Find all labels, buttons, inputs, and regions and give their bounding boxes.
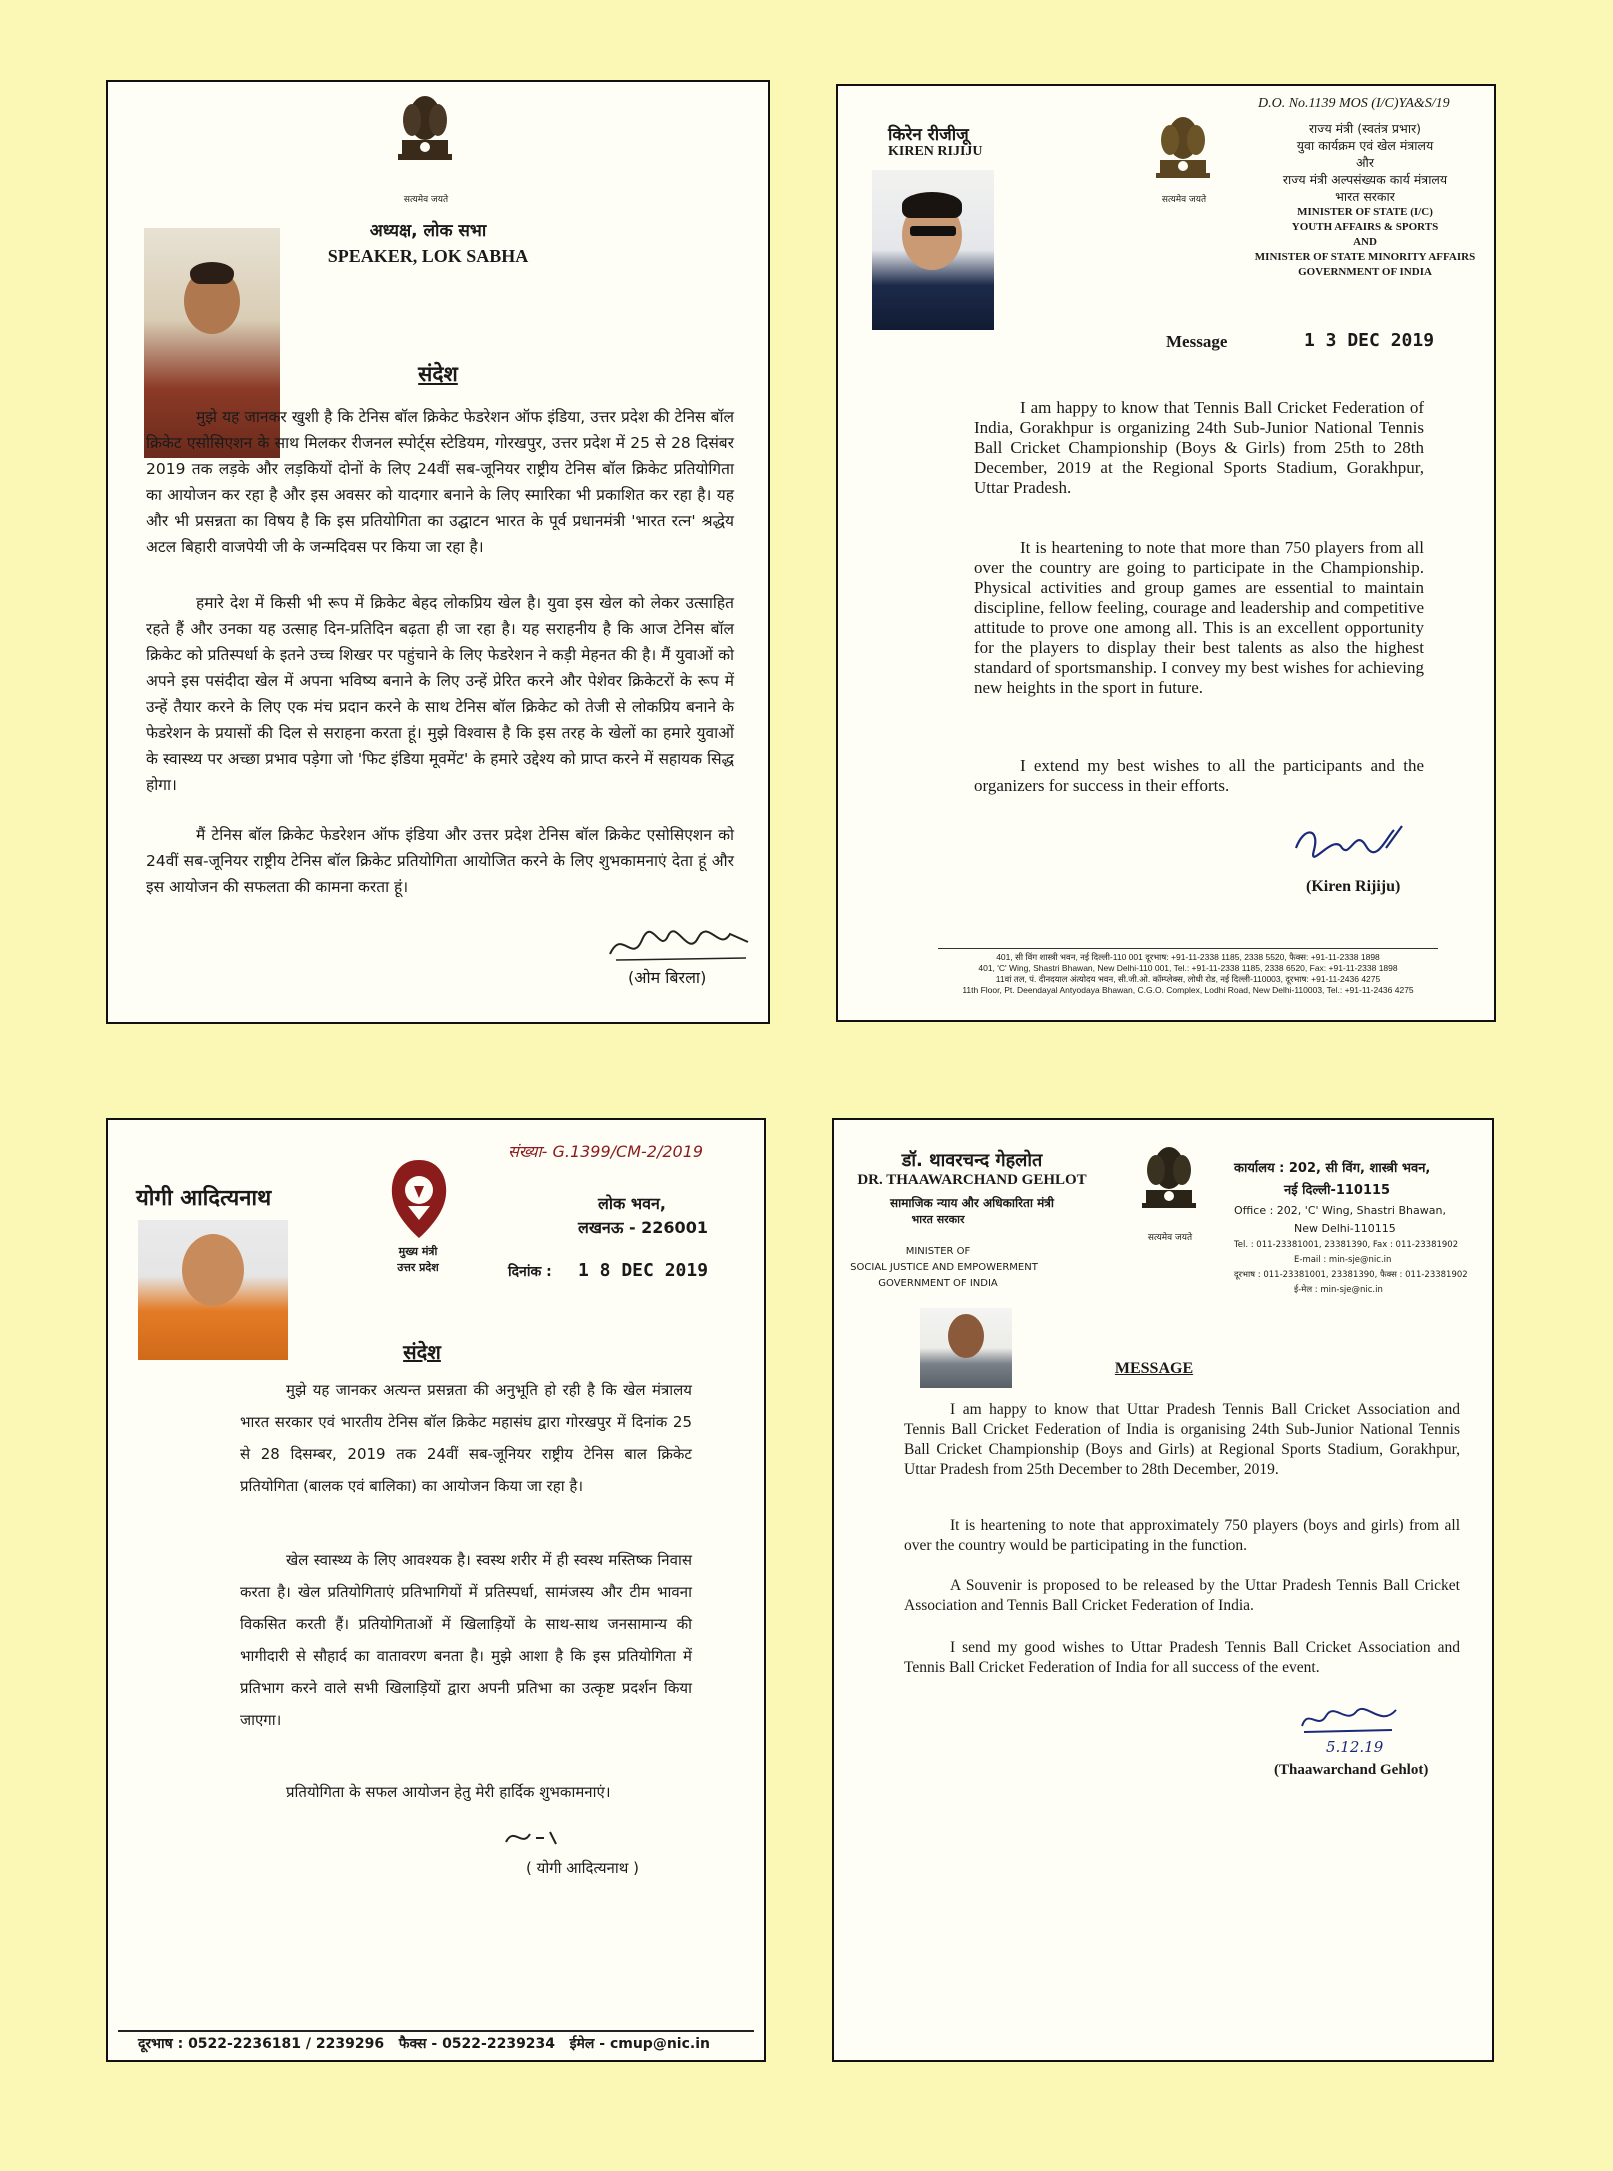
address-line-2: लखनऊ - 226001 [578,1218,708,1237]
office-en-2: YOUTH AFFAIRS & SPORTS [1291,221,1439,233]
chief-minister-name: योगी आदित्यनाथ [136,1186,272,1211]
paragraph-3: प्रतियोगिता के सफल आयोजन हेतु मेरी हार्दिक शुभकामनाएं। [286,1783,611,1801]
emblem-motto: सत्यमेव जयते [403,195,449,205]
ashoka-emblem-icon [1134,1138,1204,1238]
name-hindi: डॉ. थावरचन्द गेहलोत [901,1150,1043,1171]
office-hi-3: और [1356,155,1374,170]
name-hindi: किरेन रीजीजू [888,125,969,145]
signature-date: 5.12.19 [1326,1738,1384,1756]
letter-kiren-rijiju [836,84,1496,1022]
heading-sandesh: संदेश [403,1340,441,1364]
paragraph-1: I am happy to know that Tennis Ball Cricket Federation of India, Gorakhpur is organizing 24th Sub-Junior National Tennis Ball Cricket Championship (Boys & Girls) from 25th to 28th December, 2019 at the Regional Sports Stadium, Gorakhpur, Uttar Pradesh. [974,398,1424,497]
office-en-5: GOVERNMENT OF INDIA [1298,266,1432,278]
address-line-1: कार्यालय : 202, सी विंग, शास्त्री भवन, [1234,1161,1431,1176]
footer-line-4: 11th Floor, Pt. Deendayal Antyodaya Bhawan, C.G.O. Complex, Lodhi Road, New Delhi-110003, Tel.: +91-11-2436 4275 [962,985,1414,995]
letter-thaawarchand-gehlot [832,1118,1494,2062]
paragraph-2: हमारे देश में किसी भी रूप में क्रिकेट बेहद लोकप्रिय खेल है। युवा इस खेल को लेकर उत्साहित रहते हैं और उनका यह उत्साह दिन-प्रतिदिन बढ़ता ही जा रहा है। यह सराहनीय है कि आज टेनिस बॉल क्रिकेट को प्रतिस्पर्धा के इतने उच्च शिखर पर पहुंचाने के लिए फेडरेशन ने कड़ी मेहनत की है। मैं युवाओं को अपने इस पसंदीदा खेल में अपना भविष्य बनाने के लिए उन्हें प्रेरित करने और पेशेवर क्रिकेटरों के रूप में उन्हें तैयार करने के लिए एक मंच प्रदान करने के साथ टेनिस बॉल क्रिकेट को तेजी से लोकप्रिय बनाने के फेडरेशन के प्रयासों की दिल से सराहना करता हूं। मुझे विश्वास है कि इस तरह के खेलों का हमारे युवाओं के स्वास्थ्य पर अच्छा प्रभाव पड़ेगा जो 'फिट इंडिया मूवमेंट' के हमारे उद्देश्य को प्राप्त करने में सहायक सिद्ध होगा। [146,594,734,794]
signatory-name: (ओम बिरला) [628,968,707,987]
footer-address [898,952,1478,996]
signature-thaawarchand-gehlot [1296,1700,1406,1740]
gehlot-photo [920,1308,1012,1388]
signatory-name: (Thaawarchand Gehlot) [1274,1762,1429,1778]
date-stamp: 1 3 DEC 2019 [1304,330,1435,351]
paragraph-3: A Souvenir is proposed to be released by the Uttar Pradesh Tennis Ball Cricket Association and Tennis Ball Cricket Federation of India. [904,1577,1460,1614]
minister-photo [872,170,994,330]
office-en-3: AND [1353,236,1377,248]
title-hindi: अध्यक्ष, लोक सभा [369,221,487,241]
logo-caption-1: मुख्य मंत्री [398,1245,438,1258]
reference-number: D.O. No.1139 MOS (I/C)YA&S/19 [1258,96,1450,111]
office-en-1: MINISTER OF STATE (I/C) [1297,206,1433,218]
reference-number: संख्या- G.1399/CM-2/2019 [508,1142,704,1161]
office-en-1: MINISTER OF [905,1246,971,1257]
office-hi-1: राज्य मंत्री (स्वतंत्र प्रभार) [1308,121,1422,136]
signature-om-birla [606,924,756,968]
address-line-5: Tel. : 011-23381001, 23381390, Fax : 011-23381902 [1234,1240,1459,1250]
paragraph-2: खेल स्वास्थ्य के लिए आवश्यक है। स्वस्थ शरीर में ही स्वस्थ मस्तिष्क निवास करता है। खेल प्रतियोगिताएं प्रतिभागियों में प्रतिस्पर्धा, सामंजस्य और टीम भावना विकसित करती हैं। प्रतियोगिताओं में खिलाड़ियों के साथ-साथ जनसामान्य की भागीदारी से सौहार्द का वातावरण बनता है। मुझे आशा है कि इस प्रतियोगिता में प्रतिभाग करने वाले सभी खिलाड़ियों द्वारा अपनी प्रतिभा का उत्कृष्ट प्रदर्शन किया जाएगा। [240,1551,692,1729]
address-line-6: E-mail : min-sje@nic.in [1294,1255,1392,1265]
office-hi-4: राज्य मंत्री अल्पसंख्यक कार्य मंत्रालय [1282,172,1448,187]
office-block [1234,120,1496,280]
office-hi-1: सामाजिक न्याय और अधिकारिता मंत्री [889,1196,1055,1210]
address-line-7: दूरभाष : 011-23381001, 23381390, फैक्स : 011-23381902 [1234,1270,1468,1280]
office-en-3: GOVERNMENT OF INDIA [878,1278,998,1289]
signatory-name: (Kiren Rijiju) [1306,878,1401,895]
address-line-3: Office : 202, 'C' Wing, Shastri Bhawan, [1234,1204,1446,1217]
address-block [1234,1158,1490,1298]
address-line-8: ई-मेल : min-sje@nic.in [1294,1285,1383,1295]
date-stamp: 1 8 DEC 2019 [578,1260,709,1281]
address-line-1: लोक भवन, [598,1194,666,1213]
office-hi-2: भारत सरकार [911,1213,965,1226]
logo-caption-2: उत्तर प्रदेश [397,1261,439,1274]
footer-line-1: 401, सी विंग शास्त्री भवन, नई दिल्ली-110 001 दूरभाष: +91-11-2338 1185, 2338 5520, फैक्स: +91-11-2338 1898 [996,952,1380,962]
footer-rule [938,948,1438,949]
name-english: KIREN RIJIJU [888,144,983,159]
paragraph-3: I extend my best wishes to all the participants and the organizers for success in their efforts. [974,756,1424,795]
paragraph-2: It is heartening to note that approximately 750 players (boys and girls) from all over the country would be participating in the function. [904,1517,1460,1554]
paragraph-4: I send my good wishes to Uttar Pradesh Tennis Ball Cricket Association and Tennis Ball Cricket Federation of India for all success of the event. [904,1639,1460,1676]
heading-sandesh: संदेश [418,362,458,386]
ashoka-emblem-icon [390,88,460,188]
footer-contact: दूरभाष : 0522-2236181 / 2239296 फैक्स - 0522-2239234 ईमेल - cmup@nic.in [138,2036,710,2052]
paragraph-1: मुझे यह जानकर खुशी है कि टेनिस बॉल क्रिकेट फेडरेशन ऑफ इंडिया, उत्तर प्रदेश की टेनिस बॉल क्रिकेट एसोसिएशन के साथ मिलकर रीजनल स्पोर्ट्स स्टेडियम, गोरखपुर, उत्तर प्रदेश में 25 से 28 दिसंबर 2019 तक लड़के और लड़कियों दोनों के लिए 24वीं सब-जूनियर राष्ट्रीय टेनिस बॉल क्रिकेट प्रतियोगिता का आयोजन कर रहा है और इस अवसर को यादगार बनाने के लिए स्मारिका भी प्रकाशित कर रहा है। यह और भी प्रसन्नता का विषय है कि इस प्रतियोगिता का उद्घाटन भारत के पूर्व प्रधानमंत्री 'भारत रत्न' श्रद्धेय अटल बिहारी वाजपेयी जी के जन्मदिवस पर किया जा रहा है। [146,408,734,556]
office-en-2: SOCIAL JUSTICE AND EMPOWERMENT [850,1262,1038,1273]
office-en-4: MINISTER OF STATE MINORITY AFFAIRS [1254,251,1476,263]
name-english: DR. THAAWARCHAND GEHLOT [857,1172,1087,1188]
signature-kiren-rijiju [1290,818,1420,868]
signatory-name: ( योगी आदित्यनाथ ) [526,1859,639,1877]
office-hi-5: भारत सरकार [1335,189,1395,204]
yogi-photo [138,1220,288,1360]
letter-speaker-lok-sabha [106,80,770,1024]
address-line-2: नई दिल्ली-110115 [1284,1183,1391,1198]
emblem-motto: सत्यमेव जयते [1147,1233,1193,1243]
signature-yogi-adityanath [500,1820,580,1854]
date-label: दिनांक : [508,1264,552,1280]
office-hi-2: युवा कार्यक्रम एवं खेल मंत्रालय [1296,138,1434,153]
up-cm-logo-icon [384,1156,454,1242]
title-english: SPEAKER, LOK SABHA [327,246,529,266]
heading-message: MESSAGE [1114,1360,1194,1377]
footer-line-3: 11वां तल, पं. दीनदयाल अंत्योदय भवन, सी.जी.ओ. कॉम्प्लेक्स, लोधी रोड, नई दिल्ली-110003, दूरभाष: +91-11-2436 4275 [995,974,1381,984]
footer-line-2: 401, 'C' Wing, Shastri Bhawan, New Delhi-110 001, Tel.: +91-11-2338 1185, 2338 6520, Fax: +91-11-2338 1898 [978,963,1398,973]
message-label: Message [1166,332,1228,351]
paragraph-3: मैं टेनिस बॉल क्रिकेट फेडरेशन ऑफ इंडिया और उत्तर प्रदेश टेनिस बॉल क्रिकेट एसोसिएशन को 24वीं सब-जूनियर राष्ट्रीय टेनिस बॉल क्रिकेट प्रतियोगिता आयोजित करने के लिए शुभकामनाएं देता हूं और इस आयोजन की सफलता की कामना करता हूं। [146,826,734,896]
address-line-4: New Delhi-110115 [1294,1222,1396,1235]
paragraph-1: I am happy to know that Uttar Pradesh Tennis Ball Cricket Association and Tennis Ball Cricket Federation of India is organising 24th Sub-Junior National Tennis Ball Cricket Championship (Boys and Girls) at Regional Sports Stadium, Gorakhpur, Uttar Pradesh from 25th December to 28th December, 2019. [904,1401,1460,1478]
emblem-motto: सत्यमेव जयते [1161,195,1207,205]
paragraph-2: It is heartening to note that more than 750 players from all over the country are going to participate in the Championship. Physical activities and group games are essential to maintain discipline, fellow feeling, courage and leadership and competitive attitude to prove one among all. This is an excellent opportunity for the players to display their best talents as also the highest standard of sportsmanship. I convey my best wishes for achieving new heights in the sport in future. [974,538,1424,697]
footer-rule [118,2030,754,2032]
letter-yogi-adityanath [106,1118,766,2062]
paragraph-1: मुझे यह जानकर अत्यन्त प्रसन्नता की अनुभूति हो रही है कि खेल मंत्रालय भारत सरकार एवं भारतीय टेनिस बॉल क्रिकेट महासंघ द्वारा गोरखपुर में दिनांक 25 से 28 दिसम्बर, 2019 तक 24वीं सब-जूनियर राष्ट्रीय टेनिस बाल क्रिकेट प्रतियोगिता (बालक एवं बालिका) का आयोजन किया जा रहा है। [240,1381,692,1495]
